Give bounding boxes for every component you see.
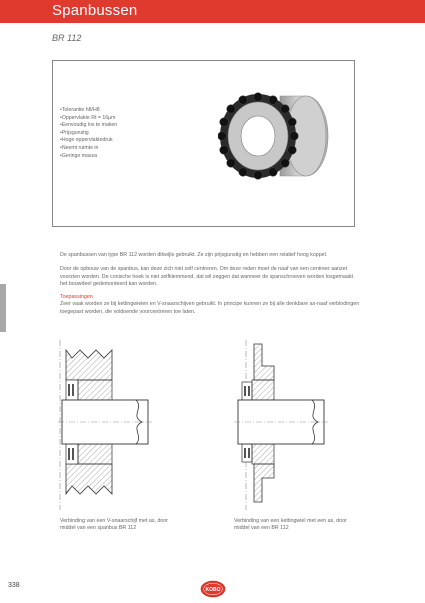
caption-v-belt-pulley: Verbinding van een V-snaarschijf met as, door middel van een spanbus BR 112 (60, 518, 169, 531)
feature-list (60, 107, 117, 160)
product-code: BR 112 (52, 33, 82, 43)
design-paragraph: Door de opbouw van de spanbus, kan deze zich niet zelf centreren. Om deze reden moet de naaf van een centreer aanzet voorzien worden. De conische hoek is niet zelfklemmend, dat wil zeggen dat wanneer de spanschroeven worden losgemaakt het bouwdeel gedemonteerd kan worden. (60, 266, 353, 288)
intro-paragraph: De spanbussen van type BR 112 worden dikwijls gebruikt. Ze zijn prijsgunstig en hebben een relatief hoog koppel. (60, 252, 328, 258)
caption-sprocket: Verbinding van een kettingwiel met een as, door middel van een BR 112 (234, 518, 347, 531)
page-number: 338 (8, 582, 20, 589)
feature-item: • Tolerantie h8/H8 (60, 107, 117, 115)
feature-item: • Prijsgunstig (60, 130, 117, 138)
svg-text:KOBO: KOBO (205, 587, 221, 593)
v-belt-pulley-drawing (58, 336, 153, 514)
sprocket-drawing (234, 336, 329, 514)
feature-item: • Neemt ruimte in (60, 145, 117, 153)
applications-paragraph: Zeer vaak worden ze bij kettingwielen en V-snaarschijven gebruikt. In principe kunnen ze bij alle denkbare as-naaf verbindingen toegepast worden, die voldoende voorcentreren toe laten. (60, 301, 360, 315)
page-title: Spanbussen (52, 2, 138, 19)
applications-heading: Toepassingen (60, 294, 93, 300)
kobo-logo (200, 580, 226, 598)
clamping-bush-image (218, 88, 330, 184)
feature-item: • Eenvoudig los te maken (60, 122, 117, 130)
feature-item: • Oppervlakte Rt = 16μm (60, 115, 117, 123)
side-tab-marker (0, 284, 6, 332)
feature-item: • Hoge oppervlaktedruk (60, 137, 117, 145)
header-divider (0, 22, 425, 23)
feature-item: • Geringe massa (60, 153, 117, 161)
